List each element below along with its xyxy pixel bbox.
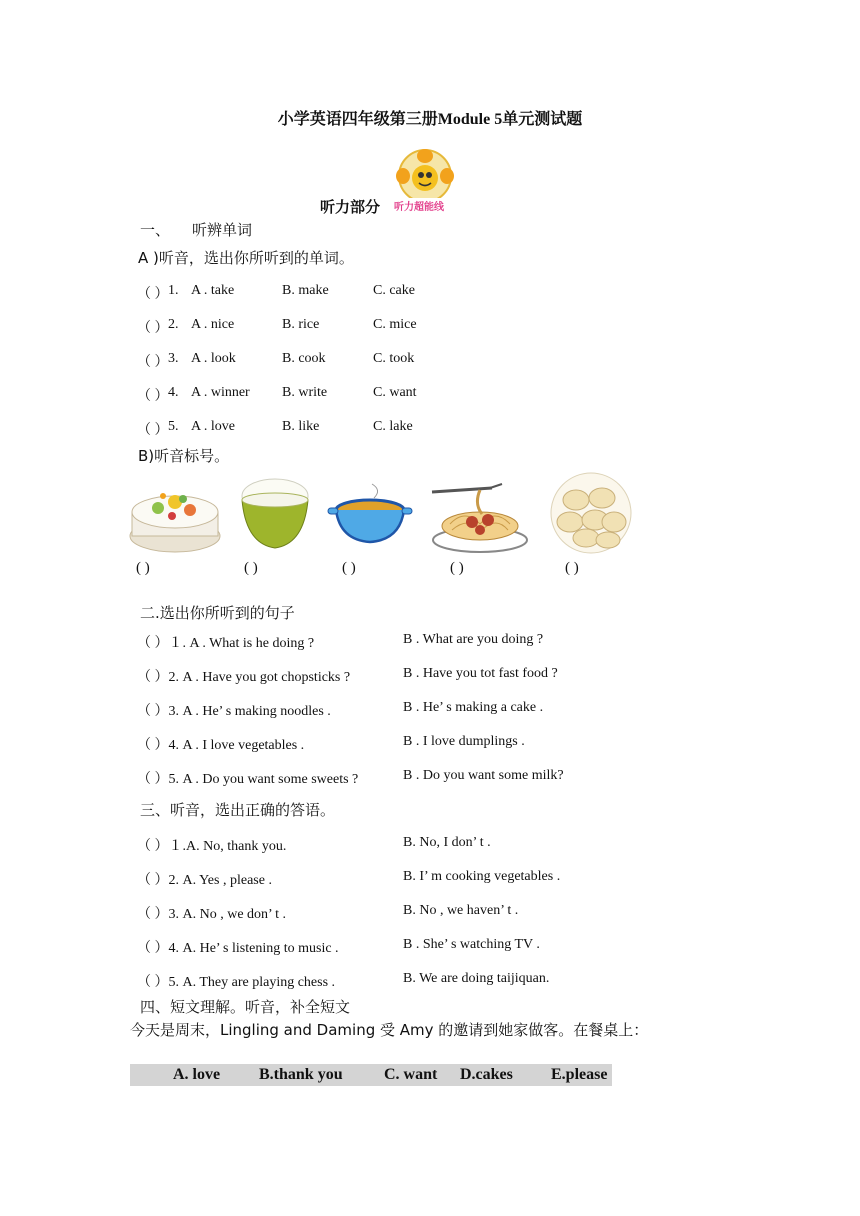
- sentence-item-b: B . What are you doing ?: [403, 632, 544, 647]
- section4-heading: 四、短文理解。听音，补全短文: [140, 998, 351, 1016]
- section1-heading: 听辨单词: [192, 221, 253, 239]
- soup-picture: [326, 480, 414, 551]
- cake-picture: [128, 474, 222, 563]
- noodles-picture: [430, 478, 530, 559]
- picture-answer-blank[interactable]: ( ): [450, 560, 464, 576]
- word-item-paren: （ ）: [137, 287, 169, 302]
- word-item-num: 5.: [168, 419, 179, 434]
- sentence-item-b: B . Have you tot fast food ?: [403, 666, 558, 681]
- word-option-b: B. rice: [282, 317, 320, 332]
- noodles-plate-icon: [430, 478, 530, 554]
- sentence-item-a: （ ）2. A . Have you got chopsticks ?: [137, 670, 351, 685]
- soup-bowl-icon: [326, 480, 414, 546]
- answer-item-a: （ ）5. A. They are playing chess .: [137, 975, 336, 990]
- answer-item-a: （ ）3. A. No , we don’ t .: [137, 907, 287, 922]
- sentence-item-b: B . I love dumplings .: [403, 734, 525, 749]
- section1-partB-instruction: B)听音标号。: [138, 447, 230, 465]
- word-item-paren: （ ）: [137, 389, 169, 404]
- sentence-item-a: （ ）5. A . Do you want some sweets ?: [137, 772, 359, 787]
- section3-heading: 三、听音，选出正确的答语。: [140, 801, 336, 819]
- picture-answer-blank[interactable]: ( ): [244, 560, 258, 576]
- page-title: 小学英语四年级第三册Module 5单元测试题: [277, 111, 583, 128]
- answer-item-b: B. No , we haven’ t .: [403, 903, 519, 918]
- section1-number: 一、: [140, 221, 171, 239]
- word-item-paren: （ ）: [137, 423, 169, 438]
- section2-heading: 二.选出你所听到的句子: [140, 604, 295, 622]
- word-option-c: C. cake: [373, 283, 415, 298]
- word-option-b: B. cook: [282, 351, 326, 366]
- rice-bowl-icon: [238, 474, 312, 552]
- dumplings-plate-icon: [550, 472, 632, 554]
- word-item-num: 4.: [168, 385, 179, 400]
- answer-item-b: B. We are doing taijiquan.: [403, 971, 550, 986]
- answer-item-a: （ ）１.A. No, thank you.: [137, 839, 287, 854]
- word-bank-item: B.thank you: [259, 1066, 343, 1083]
- word-option-b: B. make: [282, 283, 329, 298]
- word-option-a: A . look: [191, 351, 236, 366]
- listening-heading: 听力部分: [320, 198, 381, 216]
- answer-item-b: B . She’ s watching TV .: [403, 937, 540, 952]
- word-item-paren: （ ）: [137, 355, 169, 370]
- word-bank-item: D.cakes: [460, 1066, 513, 1083]
- word-item-num: 3.: [168, 351, 179, 366]
- section4-intro: 今天是周末，Lingling and Daming 受 Amy 的邀请到她家做客。在餐桌上：: [130, 1021, 649, 1039]
- word-option-a: A . nice: [191, 317, 235, 332]
- answer-item-b: B. I’ m cooking vegetables .: [403, 869, 561, 884]
- sentence-item-a: （ ）4. A . I love vegetables .: [137, 738, 305, 753]
- section1-partA-instruction: A )听音，选出你所听到的单词。: [138, 249, 354, 267]
- word-bank-item: A. love: [173, 1066, 221, 1083]
- word-option-b: B. write: [282, 385, 328, 400]
- rice-picture: [238, 474, 312, 557]
- cake-icon: [128, 474, 222, 558]
- word-option-b: B. like: [282, 419, 320, 434]
- answer-item-a: （ ）4. A. He’ s listening to music .: [137, 941, 339, 956]
- word-option-c: C. lake: [373, 419, 413, 434]
- word-option-c: C. want: [373, 385, 417, 400]
- sentence-item-a: （ ）１. A . What is he doing ?: [137, 636, 315, 651]
- sentence-item-b: B . Do you want some milk?: [403, 768, 564, 783]
- sentence-item-a: （ ）3. A . He’ s making noodles .: [137, 704, 331, 719]
- word-item-num: 1.: [168, 283, 179, 298]
- word-bank-item: C. want: [384, 1066, 438, 1083]
- picture-answer-blank[interactable]: ( ): [342, 560, 356, 576]
- word-option-a: A . take: [191, 283, 235, 298]
- dumplings-picture: [550, 472, 632, 559]
- word-item-num: 2.: [168, 317, 179, 332]
- word-option-a: A . love: [191, 419, 235, 434]
- word-option-c: C. mice: [373, 317, 417, 332]
- answer-item-a: （ ）2. A. Yes , please .: [137, 873, 272, 888]
- picture-answer-blank[interactable]: ( ): [565, 560, 579, 576]
- word-option-c: C. took: [373, 351, 415, 366]
- picture-answer-blank[interactable]: ( ): [136, 560, 150, 576]
- word-item-paren: （ ）: [137, 321, 169, 336]
- answer-item-b: B. No, I don’ t .: [403, 835, 491, 850]
- sentence-item-b: B . He’ s making a cake .: [403, 700, 544, 715]
- word-bank-item: E.please: [551, 1066, 608, 1083]
- logo-text: 听力超能线: [394, 202, 444, 213]
- word-option-a: A . winner: [191, 385, 250, 400]
- listening-logo: [390, 148, 460, 219]
